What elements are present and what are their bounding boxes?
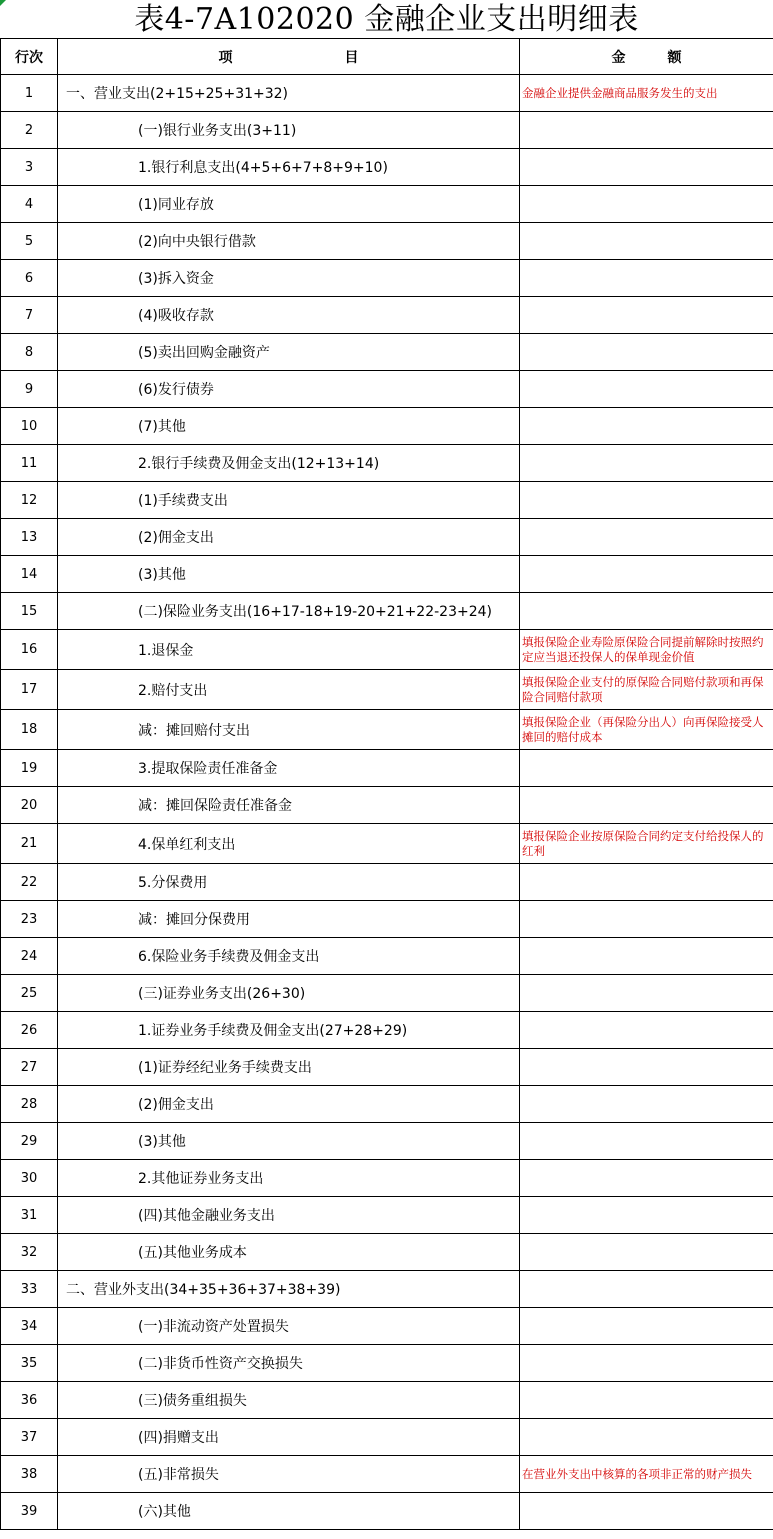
row-number: 30 [1,1160,58,1197]
row-number: 35 [1,1345,58,1382]
item-label: (7)其他 [58,408,520,445]
page-title: 表4-7A102020 金融企业支出明细表 [134,2,639,37]
amount-cell[interactable] [520,334,773,371]
item-label: (一)非流动资产处置损失 [58,1308,520,1345]
table-row [1,112,773,149]
item-label: 1.银行利息支出(4+5+6+7+8+9+10) [58,149,520,186]
amount-cell[interactable] [520,223,773,260]
table-row [1,1456,773,1493]
row-number: 6 [1,260,58,297]
amount-cell[interactable] [520,149,773,186]
amount-cell[interactable] [520,1345,773,1382]
table-row [1,445,773,482]
row-number: 21 [1,824,58,864]
item-label: 2.其他证券业务支出 [58,1160,520,1197]
amount-cell[interactable] [520,1419,773,1456]
table-body [1,75,773,1530]
amount-cell[interactable] [520,112,773,149]
table-row [1,149,773,186]
item-label: (1)证券经纪业务手续费支出 [58,1049,520,1086]
table-row [1,824,773,864]
item-label: 一、营业支出(2+15+25+31+32) [58,75,520,112]
table-row [1,630,773,670]
table-row [1,1419,773,1456]
table-row [1,1049,773,1086]
table-row [1,710,773,750]
table-row [1,297,773,334]
row-number: 3 [1,149,58,186]
amount-cell[interactable] [520,938,773,975]
table-row [1,1086,773,1123]
item-label: 4.保单红利支出 [58,824,520,864]
table-row [1,371,773,408]
table-row [1,670,773,710]
row-number: 38 [1,1456,58,1493]
item-label: (1)手续费支出 [58,482,520,519]
amount-cell[interactable] [520,1123,773,1160]
item-label: (2)向中央银行借款 [58,223,520,260]
table-row [1,1123,773,1160]
table-row [1,260,773,297]
row-number: 39 [1,1493,58,1530]
amount-cell[interactable] [520,1086,773,1123]
row-number: 1 [1,75,58,112]
row-number: 7 [1,297,58,334]
amount-cell[interactable]: 在营业外支出中核算的各项非正常的财产损失 [520,1456,773,1493]
table-row [1,1382,773,1419]
amount-cell[interactable]: 填报保险企业按原保险合同约定支付给投保人的红利 [520,824,773,864]
table-row [1,1160,773,1197]
row-number: 37 [1,1419,58,1456]
table-row [1,1197,773,1234]
table-row [1,593,773,630]
amount-cell[interactable]: 填报保险企业寿险原保险合同提前解除时按照约定应当退还投保人的保单现金价值 [520,630,773,670]
item-label: (2)佣金支出 [58,519,520,556]
row-number: 20 [1,787,58,824]
row-number: 9 [1,371,58,408]
table-row [1,408,773,445]
row-number: 15 [1,593,58,630]
table-row [1,482,773,519]
row-number: 29 [1,1123,58,1160]
table-row [1,1234,773,1271]
amount-cell[interactable] [520,186,773,223]
amount-cell[interactable]: 填报保险企业支付的原保险合同赔付款项和再保险合同赔付款项 [520,670,773,710]
amount-cell[interactable] [520,445,773,482]
table-row [1,864,773,901]
amount-cell[interactable] [520,1197,773,1234]
item-label: 2.银行手续费及佣金支出(12+13+14) [58,445,520,482]
row-number: 32 [1,1234,58,1271]
item-label: 二、营业外支出(34+35+36+37+38+39) [58,1271,520,1308]
amount-cell[interactable] [520,1493,773,1530]
row-number: 12 [1,482,58,519]
table-row [1,1012,773,1049]
row-number: 31 [1,1197,58,1234]
amount-cell[interactable] [520,1234,773,1271]
row-number: 27 [1,1049,58,1086]
amount-cell[interactable] [520,1382,773,1419]
row-number: 24 [1,938,58,975]
amount-cell[interactable] [520,750,773,787]
table-header-row [1,39,773,75]
amount-cell[interactable] [520,787,773,824]
item-label: (四)捐赠支出 [58,1419,520,1456]
amount-cell[interactable] [520,1049,773,1086]
amount-cell[interactable] [520,482,773,519]
item-label: (6)发行债券 [58,371,520,408]
row-number: 34 [1,1308,58,1345]
item-label: (1)同业存放 [58,186,520,223]
header-amount: 金 额 [520,39,773,75]
item-label: 5.分保费用 [58,864,520,901]
item-label: (一)银行业务支出(3+11) [58,112,520,149]
item-label: (三)债务重组损失 [58,1382,520,1419]
table-row [1,1345,773,1382]
expense-detail-table [0,38,773,1530]
item-label: 减：摊回分保费用 [58,901,520,938]
table-row [1,223,773,260]
item-label: 减：摊回赔付支出 [58,710,520,750]
row-number: 17 [1,670,58,710]
table-row [1,1308,773,1345]
item-label: 2.赔付支出 [58,670,520,710]
table-row [1,186,773,223]
amount-cell[interactable] [520,371,773,408]
row-number: 8 [1,334,58,371]
item-label: (3)其他 [58,556,520,593]
item-label: 6.保险业务手续费及佣金支出 [58,938,520,975]
item-label: (2)佣金支出 [58,1086,520,1123]
row-number: 26 [1,1012,58,1049]
amount-cell[interactable] [520,297,773,334]
item-label: (二)非货币性资产交换损失 [58,1345,520,1382]
row-number: 5 [1,223,58,260]
item-label: 3.提取保险责任准备金 [58,750,520,787]
table-row [1,750,773,787]
table-row [1,901,773,938]
table-row [1,1271,773,1308]
row-number: 25 [1,975,58,1012]
amount-cell[interactable] [520,901,773,938]
amount-cell[interactable] [520,408,773,445]
amount-cell[interactable] [520,1308,773,1345]
amount-cell[interactable] [520,519,773,556]
row-number: 18 [1,710,58,750]
item-label: (4)吸收存款 [58,297,520,334]
amount-cell[interactable] [520,1271,773,1308]
item-label: 1.证券业务手续费及佣金支出(27+28+29) [58,1012,520,1049]
amount-cell[interactable] [520,260,773,297]
item-label: (五)其他业务成本 [58,1234,520,1271]
item-label: (3)其他 [58,1123,520,1160]
table-row [1,519,773,556]
item-label: (二)保险业务支出(16+17-18+19-20+21+22-23+24) [58,593,520,630]
header-item: 项 目 [58,39,520,75]
row-number: 10 [1,408,58,445]
item-label: 1.退保金 [58,630,520,670]
amount-cell[interactable] [520,864,773,901]
row-number: 11 [1,445,58,482]
row-number: 2 [1,112,58,149]
amount-cell[interactable] [520,556,773,593]
item-label: (五)非常损失 [58,1456,520,1493]
row-number: 22 [1,864,58,901]
row-number: 19 [1,750,58,787]
table-row [1,938,773,975]
row-number: 36 [1,1382,58,1419]
amount-cell[interactable] [520,975,773,1012]
header-row-number: 行次 [1,39,58,75]
amount-cell[interactable] [520,593,773,630]
row-number: 28 [1,1086,58,1123]
table-row [1,556,773,593]
amount-cell[interactable] [520,1012,773,1049]
item-label: (三)证券业务支出(26+30) [58,975,520,1012]
row-number: 33 [1,1271,58,1308]
table-row [1,334,773,371]
amount-cell[interactable] [520,1160,773,1197]
row-number: 4 [1,186,58,223]
table-row [1,975,773,1012]
amount-cell[interactable]: 金融企业提供金融商品服务发生的支出 [520,75,773,112]
table-row [1,787,773,824]
item-label: (六)其他 [58,1493,520,1530]
item-label: 减：摊回保险责任准备金 [58,787,520,824]
row-number: 13 [1,519,58,556]
row-number: 23 [1,901,58,938]
item-label: (3)拆入资金 [58,260,520,297]
table-row [1,1493,773,1530]
row-number: 16 [1,630,58,670]
item-label: (5)卖出回购金融资产 [58,334,520,371]
row-number: 14 [1,556,58,593]
item-label: (四)其他金融业务支出 [58,1197,520,1234]
amount-cell[interactable]: 填报保险企业（再保险分出人）向再保险接受人摊回的赔付成本 [520,710,773,750]
table-row [1,75,773,112]
